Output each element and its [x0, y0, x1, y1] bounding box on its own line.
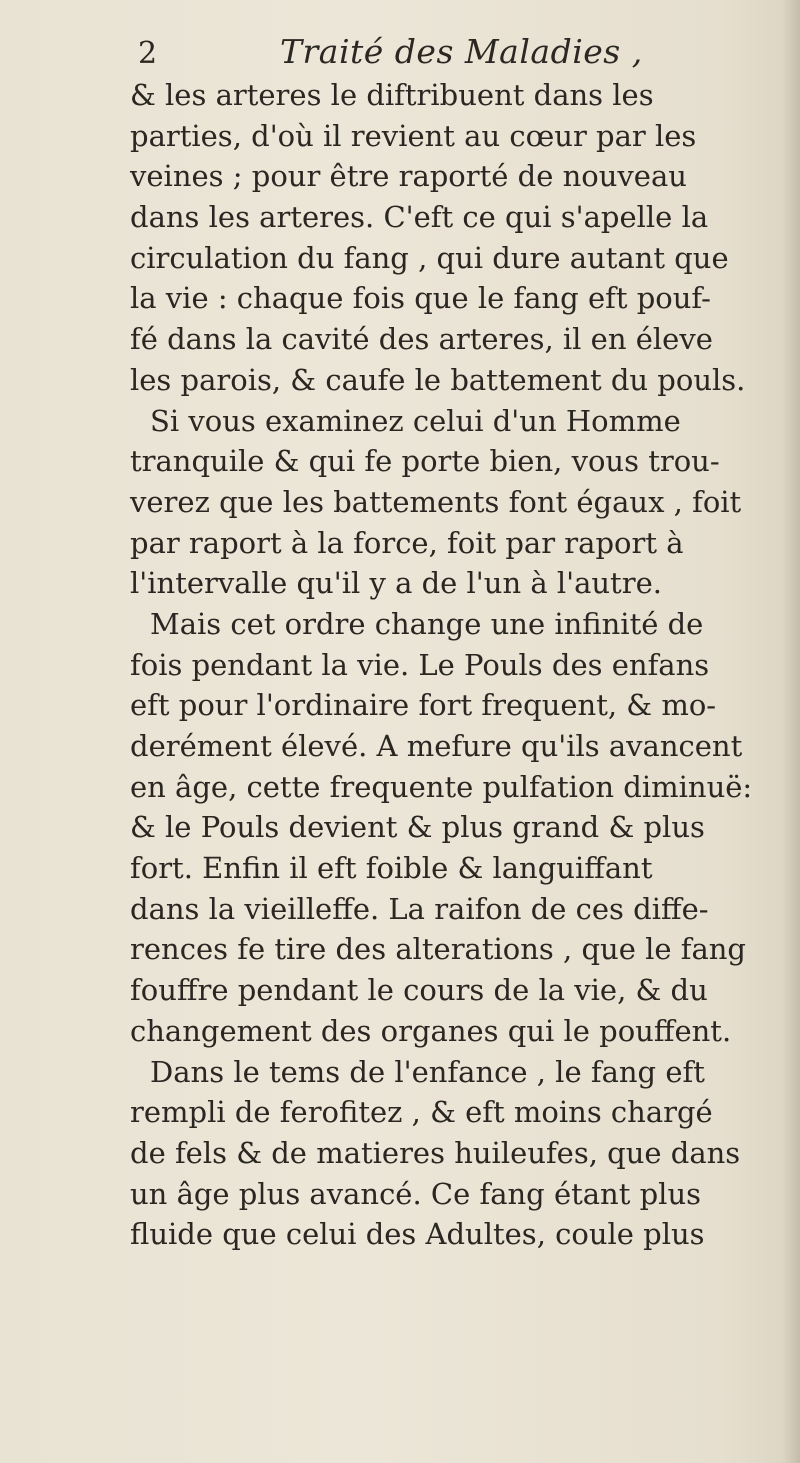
- text-line: fluide que celui des Adultes, coule plus: [130, 1217, 705, 1252]
- text-line: derément élevé. A mefure qu'ils avancent: [130, 729, 743, 763]
- text-line: rempli de ferofitez , & eft moins chargé: [130, 1095, 713, 1130]
- text-line: Si vous examinez celui d'un Homme: [150, 403, 681, 438]
- text-line: verez que les battements font égaux , foit: [130, 484, 742, 519]
- text-line: changement des organes qui le pouffent.: [130, 1013, 732, 1048]
- text-line: Mais cet ordre change une infinité de: [150, 606, 704, 641]
- body-text: [130, 75, 770, 1255]
- text-line: les parois, & caufe le battement du pouls.: [130, 362, 746, 397]
- text-line: tranquile & qui fe porte bien, vous trou-: [130, 444, 720, 479]
- text-line: Dans le tems de l'enfance , le fang eft: [150, 1054, 705, 1089]
- text-line: fé dans la cavité des arteres, il en éleve: [130, 322, 713, 357]
- text-line: parties, d'où il revient au cœur par les: [130, 118, 697, 153]
- text-line: la vie : chaque fois que le fang eft pouf-: [130, 281, 711, 316]
- text-line: un âge plus avancé. Ce fang étant plus: [130, 1176, 702, 1211]
- text-line: fort. Enfin il eft foible & languiffant: [130, 851, 653, 886]
- text-line: l'intervalle qu'il y a de l'un à l'autre.: [130, 566, 662, 601]
- page-header: [130, 32, 750, 76]
- text-line: fois pendant la vie. Le Pouls des enfans: [130, 647, 710, 682]
- text-line: par raport à la force, foit par raport à: [130, 525, 684, 560]
- text-line: fouffre pendant le cours de la vie, & du: [130, 973, 708, 1008]
- text-line: dans la vieilleffe. La raifon de ces diffe-: [130, 891, 709, 926]
- text-line: de fels & de matieres huileufes, que dans: [130, 1135, 741, 1170]
- text-line: circulation du fang , qui dure autant que: [130, 240, 729, 275]
- text-line: & le Pouls devient & plus grand & plus: [130, 810, 705, 845]
- running-title: Traité des Maladies ,: [280, 32, 643, 71]
- text-line: en âge, cette frequente pulfation diminuë:: [130, 769, 753, 804]
- text-line: dans les arteres. C'eft ce qui s'apelle la: [130, 200, 709, 235]
- text-line: veines ; pour être raporté de nouveau: [130, 159, 687, 194]
- page-number: 2: [138, 36, 158, 71]
- text-line: & les arteres le diftribuent dans les: [130, 78, 654, 112]
- text-line: eft pour l'ordinaire fort frequent, & mo-: [130, 688, 717, 723]
- text-line: rences fe tire des alterations , que le fang: [130, 932, 746, 967]
- page-edge-shadow: [782, 0, 800, 1463]
